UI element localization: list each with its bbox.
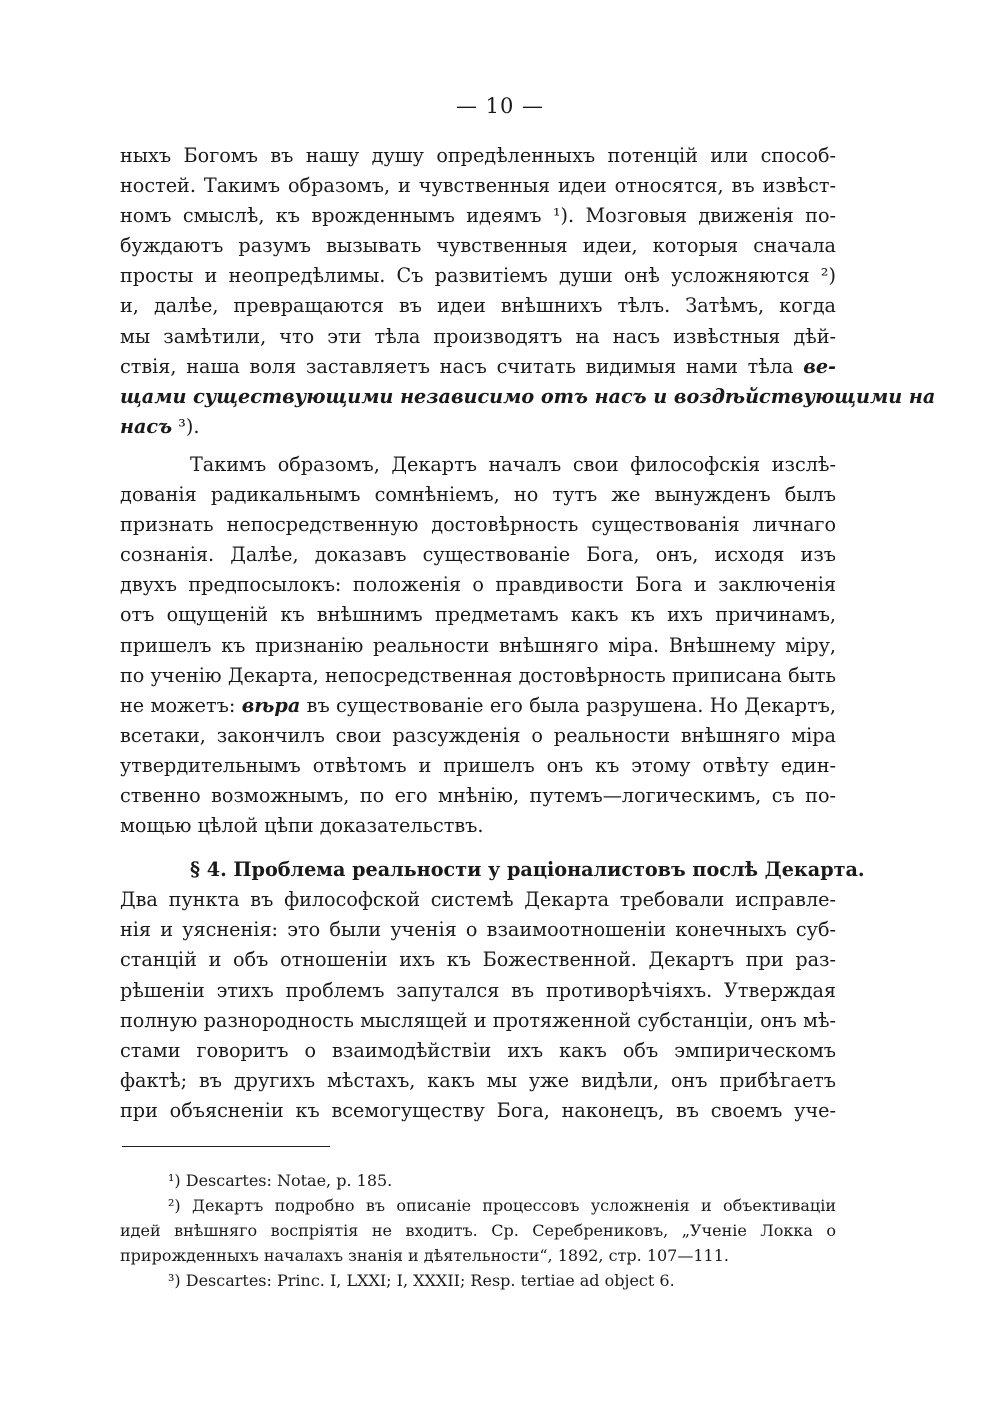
italic-text: вѣра [241,693,301,717]
text-segment: не можетъ: [120,693,236,717]
italic-text: ве- [803,354,836,378]
text-line: ностей. Такимъ образомъ, и чувственныя идеи относятся, въ извѣст- [120,174,836,198]
footnote-ref: ³). [172,414,200,438]
text-line: стами говоритъ о взаимодѣйствіи ихъ какъ объ эмпирическомъ [120,1038,836,1062]
text-line: номъ смыслѣ, къ врожденнымъ идеямъ ¹). Мозговыя движенія по- [120,204,836,228]
text-line: полную разнородность мыслящей и протяженной субстанціи, онъ мѣ- [120,1008,836,1032]
text-line: нія и уясненія: это были ученія о взаимоотношеніи конечныхъ суб- [120,918,836,942]
italic-text: насъ [120,414,173,438]
footnote-2-line: прирожденныхъ началахъ знанія и дѣятельности“, 1892, стр. 107—111. [120,1246,729,1265]
text-line: буждаютъ разумъ вызывать чувственныя идеи, которыя сначала [120,234,836,258]
text-line [120,382,936,412]
footnote-divider [122,1146,330,1147]
paragraph-1 [120,141,936,442]
text-line [120,691,836,721]
text-line: рѣшеніи этихъ проблемъ запутался въ противорѣчіяхъ. Утверждая [120,978,836,1002]
section-4 [120,855,865,1126]
footnote-2-line: идей внѣшняго воспріятія не входитъ. Ср. Серебрениковъ, „Ученіе Локка о [120,1221,836,1240]
section-heading: § 4. Проблема реальности у раціоналистовъ послѣ Декарта. [190,858,865,882]
footnote-3: ³) Descartes: Princ. I, LXXI; I, XXXII; Resp. tertiae ad object 6. [168,1271,675,1290]
paragraph-2 [120,450,836,841]
text-line [120,412,836,442]
italic-text: щами существующими независимо отъ насъ и воздѣйствующими на [120,384,936,408]
footnote-1: ¹) Descartes: Notae, p. 185. [168,1171,393,1190]
text-segment: ствія, наша воля заставляетъ насъ считать видимыя нами тѣла [120,354,794,378]
text-line: утвердительнымъ отвѣтомъ и пришелъ онъ къ этому отвѣту един- [120,753,836,777]
footnote-2: ²) Декартъ подробно въ описаніе процессовъ усложненія и объективаціи [168,1196,836,1215]
main-text [120,141,936,1126]
text-line: по ученію Декарта, непосредственная достовѣрность приписана быть [120,663,836,687]
text-line: мощью цѣлой цѣпи доказательствъ. [120,814,484,838]
text-line: станцій и объ отношеніи ихъ къ Божественной. Декартъ при раз- [120,948,836,972]
text-line: всетаки, закончилъ свои разсужденія о реальности внѣшняго міра [120,723,836,747]
text-line: мы замѣтили, что эти тѣла производятъ на насъ извѣстныя дѣй- [120,324,836,348]
text-segment: въ существованіе его была разрушена. Но Декартъ, [300,693,836,717]
text-line: ственно возможнымъ, по его мнѣнію, путемъ—логическимъ, съ по- [120,783,836,807]
text-line: двухъ предпосылокъ: положенія о правдивости Бога и заключенія [120,573,836,597]
text-line: Такимъ образомъ, Декартъ началъ свои философскія изслѣ- [190,452,836,476]
text-line: пришелъ къ признанію реальности внѣшняго міра. Внѣшнему міру, [120,633,836,657]
text-line: дованія радикальнымъ сомнѣніемъ, но тутъ же вынужденъ былъ [120,483,836,507]
text-line: признать непосредственную достовѣрность существованія личнаго [120,513,836,537]
text-line: сознанія. Далѣе, доказавъ существованіе Бога, онъ, исходя изъ [120,543,836,567]
text-line: просты и неопредѣлимы. Съ развитіемъ души онѣ усложняются ²) [120,264,836,288]
text-line: и, далѣе, превращаются въ идеи внѣшнихъ тѣлъ. Затѣмъ, когда [120,294,836,318]
text-line: отъ ощущеній къ внѣшнимъ предметамъ какъ къ ихъ причинамъ, [120,603,836,627]
text-line: ныхъ Богомъ въ нашу душу опредѣленныхъ потенцій или способ- [120,144,836,167]
text-line [120,352,836,382]
text-line: Два пункта въ философской системѣ Декарта требовали исправле- [120,888,836,912]
page-number: — 10 — [455,94,545,118]
text-line: при объясненіи къ всемогуществу Бога, наконецъ, въ своемъ уче- [120,1098,836,1122]
footnotes [120,1168,836,1293]
text-line: фактѣ; въ другихъ мѣстахъ, какъ мы уже видѣли, онъ прибѣгаетъ [120,1068,836,1092]
